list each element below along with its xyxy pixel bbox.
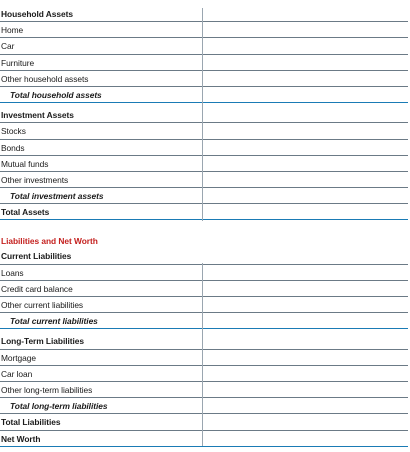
total-liabilities-row [0,414,408,430]
line-item-label: Home [1,25,24,36]
line-item-label: Furniture [1,57,35,68]
long-term-liabilities-header [0,333,408,349]
investment-assets-header [0,107,408,123]
line-item-other-long-term-liabilities [0,382,408,398]
line-item-label: Credit card balance [1,283,73,294]
line-item-mortgage [0,350,408,366]
line-item-mutual-funds [0,156,408,172]
line-item-credit-card-balance [0,281,408,297]
liabilities-section-label: Liabilities and Net Worth [1,236,98,247]
line-item-furniture [0,55,408,71]
column-divider-assets [202,8,203,221]
line-item-other-household-assets [0,71,408,87]
line-item-label: Loans [1,267,24,278]
spacer [0,220,408,234]
total-label: Total investment assets [10,191,104,202]
line-item-label: Other household assets [1,73,89,84]
line-item-label: Mortgage [1,352,36,363]
line-item-label: Mutual funds [1,158,49,169]
line-item-other-investments [0,172,408,188]
line-item-label: Car loan [1,368,33,379]
line-item-label: Other current liabilities [1,300,84,310]
line-item-label: Stocks [1,126,26,137]
household-assets-header [0,6,408,22]
total-investment-assets-row [0,188,408,204]
balance-sheet-worksheet [0,6,408,447]
current-liabilities-header [0,248,408,264]
current-liabilities-header-label: Current Liabilities [1,251,72,262]
line-item-label: Other long-term liabilities [1,384,93,395]
line-item-label: Car [1,41,15,52]
line-item-loans [0,265,408,281]
grand-total-label: Total Liabilities [1,417,61,428]
total-label: Total long-term liabilities [10,401,108,412]
line-item-other-current-liabilities [0,297,408,313]
total-long-term-liabilities-row [0,398,408,414]
net-worth-row [0,431,408,447]
grand-total-label: Net Worth [1,433,41,444]
total-assets-row [0,204,408,220]
column-divider-liabilities [202,263,203,446]
total-label: Total current liabilities [10,316,98,327]
line-item-car [0,38,408,54]
long-term-liabilities-header-label: Long-Term Liabilities [1,336,85,347]
line-item-home [0,22,408,38]
total-household-assets-row [0,87,408,103]
line-item-label: Bonds [1,142,25,153]
household-assets-header-label: Household Assets [1,9,73,19]
line-item-car-loan [0,366,408,382]
liabilities-section-title [0,234,408,248]
total-current-liabilities-row [0,313,408,329]
line-item-bonds [0,140,408,156]
total-label: Total household assets [10,89,102,100]
investment-assets-header-label: Investment Assets [1,110,74,121]
line-item-stocks [0,123,408,139]
line-item-label: Other investments [1,174,69,185]
grand-total-label: Total Assets [1,207,50,218]
